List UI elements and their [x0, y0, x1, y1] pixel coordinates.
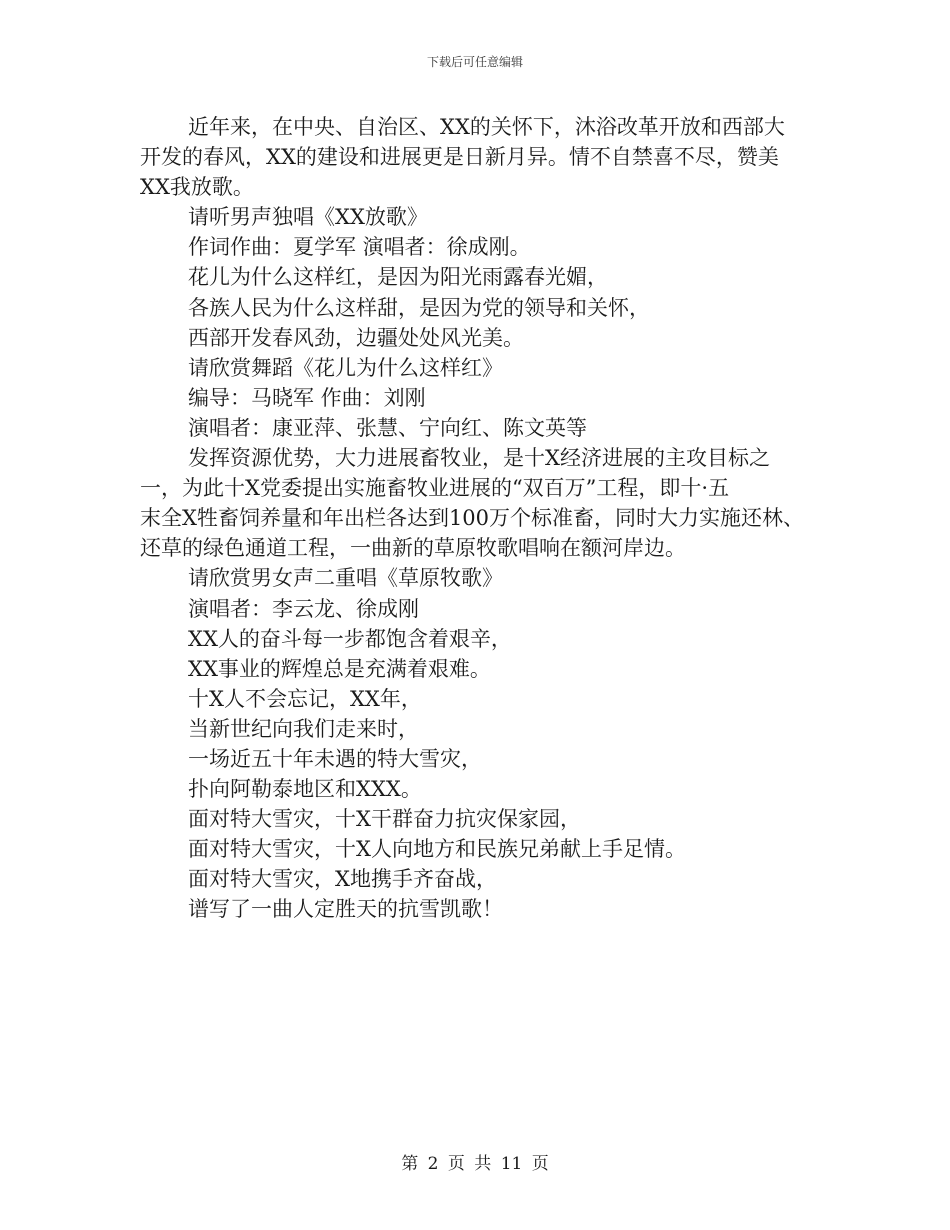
text-line: 还草的绿色通道工程，一曲新的草原牧歌唱响在额河岸边。 — [140, 536, 686, 561]
text-line: 一，为此十X党委提出实施畜牧业进展的“双百万”工程，即十·五 — [140, 476, 730, 501]
text-line: 十X人不会忘记，XX年， — [188, 686, 422, 711]
text-line: 请听男声独唱《XX放歌》 — [188, 205, 428, 230]
text-line: 演唱者：李云龙、徐成刚 — [188, 596, 419, 621]
text-line: 西部开发春风劲，边疆处处风光美。 — [188, 325, 524, 350]
text-line: 演唱者：康亚萍、张慧、宁向红、陈文英等 — [188, 415, 587, 440]
text-line: 末全X牲畜饲养量和年出栏各达到100万个标准畜，同时大力实施还林、 — [140, 506, 805, 531]
text-line: XX事业的辉煌总是充满着艰难。 — [188, 656, 491, 681]
text-line: 作词作曲：夏学军 演唱者：徐成刚。 — [188, 235, 531, 260]
text-line: 各族人民为什么这样甜，是因为党的领导和关怀， — [188, 295, 650, 320]
text-line: 花儿为什么这样红，是因为阳光雨露春光媚， — [188, 265, 608, 290]
text-line: 面对特大雪灾，十X人向地方和民族兄弟献上手足情。 — [188, 837, 686, 862]
text-line: XX我放歌。 — [140, 175, 254, 200]
text-line: 请欣赏舞蹈《花儿为什么这样红》 — [188, 355, 503, 380]
text-line: 谱写了一曲人定胜天的抗雪凯歌！ — [188, 897, 503, 922]
document-body — [140, 112, 830, 925]
page-number: 第 2 页 共 11 页 — [401, 1154, 549, 1174]
text-line: 扑向阿勒泰地区和XXX。 — [188, 777, 422, 802]
page-header-note: 下载后可任意编辑 — [426, 55, 523, 69]
text-line: 面对特大雪灾，X地携手齐奋战， — [188, 867, 497, 892]
text-line: 发挥资源优势，大力进展畜牧业，是十X经济进展的主攻目标之 — [188, 446, 770, 471]
text-line: 当新世纪向我们走来时， — [188, 716, 419, 741]
text-line: 编导：马晓军 作曲：刘刚 — [188, 385, 426, 410]
text-line: 开发的春风，XX的建设和进展更是日新月异。情不自禁喜不尽，赞美 — [140, 145, 779, 170]
text-line: 一场近五十年未遇的特大雪灾， — [188, 746, 482, 771]
text-line: XX人的奋斗每一步都饱含着艰辛， — [188, 626, 512, 651]
text-line: 面对特大雪灾，十X干群奋力抗灾保家园， — [188, 807, 581, 832]
text-line: 近年来，在中央、自治区、XX的关怀下，沐浴改革开放和西部大 — [188, 115, 785, 139]
text-line: 请欣赏男女声二重唱《草原牧歌》 — [188, 566, 503, 591]
